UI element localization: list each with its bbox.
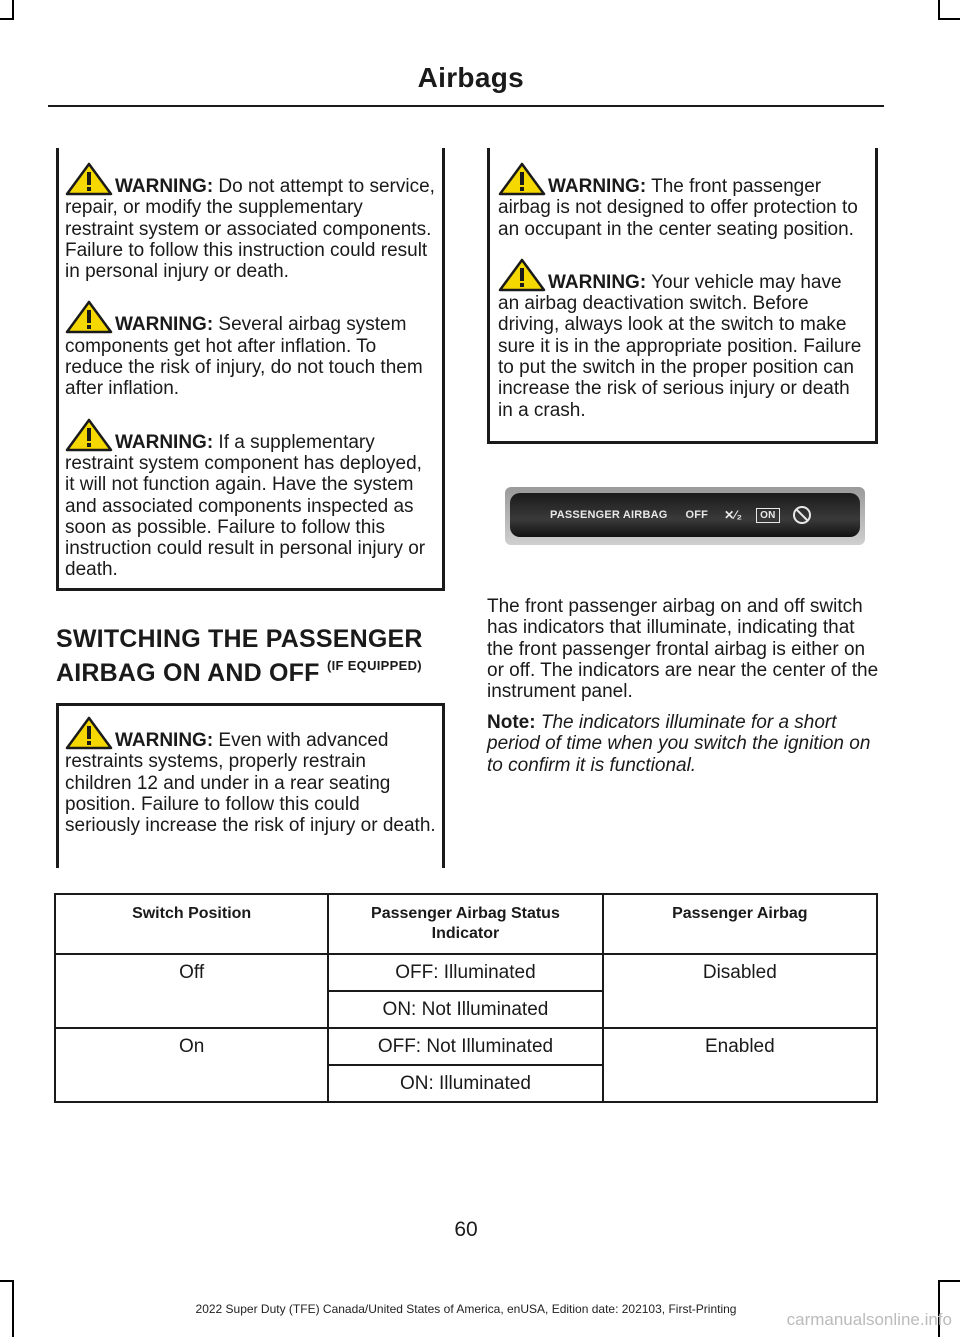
crop-mark xyxy=(0,18,14,20)
section-qualifier: (IF EQUIPPED) xyxy=(327,658,422,673)
warning-triangle-icon xyxy=(65,418,113,452)
table-row xyxy=(55,1028,877,1065)
warning-paragraph xyxy=(498,162,867,240)
footer-edition-line: 2022 Super Duty (TFE) Canada/United States of America, enUSA, Edition date: 202103, First-Printing xyxy=(195,1302,737,1316)
table-header: Switch Position xyxy=(55,894,328,954)
table-header: Passenger Airbag Status Indicator xyxy=(328,894,602,954)
airbag-indicator-panel-image xyxy=(505,487,865,545)
warning-text: The front passenger airbag is not designed to offer protection to an occupant in the center seating position. xyxy=(498,176,858,240)
table-row xyxy=(55,954,877,991)
table-cell-airbag: Disabled xyxy=(603,954,877,1028)
warning-triangle-icon xyxy=(498,258,546,292)
table-header: Passenger Airbag xyxy=(603,894,877,954)
warning-label: WARNING: xyxy=(548,176,647,197)
table-cell-airbag: Enabled xyxy=(603,1028,877,1102)
warning-box-left-top xyxy=(56,148,445,591)
warning-paragraph xyxy=(65,716,436,836)
table-header-row xyxy=(55,894,877,954)
page-number: 60 xyxy=(454,1218,478,1241)
panel-label: PASSENGER AIRBAG xyxy=(550,509,668,521)
passenger-seat-icon: ✕⁄₂ xyxy=(724,508,743,522)
note-paragraph xyxy=(487,712,879,776)
body-paragraph: The front passenger airbag on and off switch has indicators that illuminate, indicating that the front passenger frontal airbag is either on or off. The indicators are near the center of the instrument panel. xyxy=(487,596,879,703)
crop-mark xyxy=(938,18,960,20)
warning-triangle-icon xyxy=(498,162,546,196)
prohibited-icon xyxy=(792,505,812,525)
warning-text: Several airbag system components get hot after inflation. To reduce the risk of injury, do not touch them after inflation. xyxy=(65,314,423,400)
indicator-panel-face xyxy=(510,493,860,537)
warning-label: WARNING: xyxy=(115,431,214,453)
warning-paragraph xyxy=(65,300,436,399)
table-cell-indicator: OFF: Not Illuminated xyxy=(328,1028,602,1065)
section-heading xyxy=(56,622,451,690)
table-cell-indicator: ON: Illuminated xyxy=(328,1065,602,1102)
airbag-status-table xyxy=(54,893,878,1103)
watermark: carmanualsonline.info xyxy=(786,1310,952,1329)
crop-mark xyxy=(12,0,14,18)
warning-paragraph xyxy=(498,258,867,421)
warning-text: Even with advanced restraints systems, properly restrain children 12 and under in a rear seating position. Failure to follow this could seriously increase the risk of injury or death. xyxy=(65,730,436,837)
warning-box-right xyxy=(487,148,878,444)
warning-triangle-icon xyxy=(65,162,113,196)
section-heading-text: SWITCHING THE PASSENGER AIRBAG ON AND OFF xyxy=(56,625,423,687)
warning-triangle-icon xyxy=(65,300,113,334)
warning-label: WARNING: xyxy=(115,730,214,751)
warning-text: Your vehicle may have an airbag deactivation switch. Before driving, always look at the switch to make sure it is in the appropriate position. Failure to put the switch in the proper position can increase the risk of serious injury or death in a crash. xyxy=(498,271,862,421)
warning-text: If a supplementary restraint system component has deployed, it will not function again. Have the system and associated components inspected as soon as possible. Failure to follow this instruction could result in personal injury or death. xyxy=(65,431,426,581)
panel-on-indicator: ON xyxy=(756,508,779,523)
table-cell-indicator: OFF: Illuminated xyxy=(328,954,602,991)
warning-paragraph xyxy=(65,418,436,581)
warning-label: WARNING: xyxy=(115,176,214,197)
warning-label: WARNING: xyxy=(115,314,214,336)
note-label: Note: xyxy=(487,712,536,733)
warning-paragraph xyxy=(65,162,436,282)
warning-triangle-icon xyxy=(65,716,113,750)
page-title: Airbags xyxy=(417,62,524,93)
panel-off-indicator: OFF xyxy=(685,509,709,521)
table-cell-indicator: ON: Not Illuminated xyxy=(328,991,602,1028)
table-cell-position: Off xyxy=(55,954,328,1028)
note-text: The indicators illuminate for a short period of time when you switch the ignition on to confirm it is functional. xyxy=(487,712,871,776)
warning-label: WARNING: xyxy=(548,271,647,293)
table-cell-position: On xyxy=(55,1028,328,1102)
header-rule xyxy=(48,105,884,107)
warning-text: Do not attempt to service, repair, or modify the supplementary restraint system or associated components. Failure to follow this instruction could result in personal injury or death. xyxy=(65,176,435,283)
crop-mark xyxy=(938,0,940,18)
crop-mark xyxy=(938,1280,960,1282)
warning-box-left-bottom xyxy=(56,703,445,868)
